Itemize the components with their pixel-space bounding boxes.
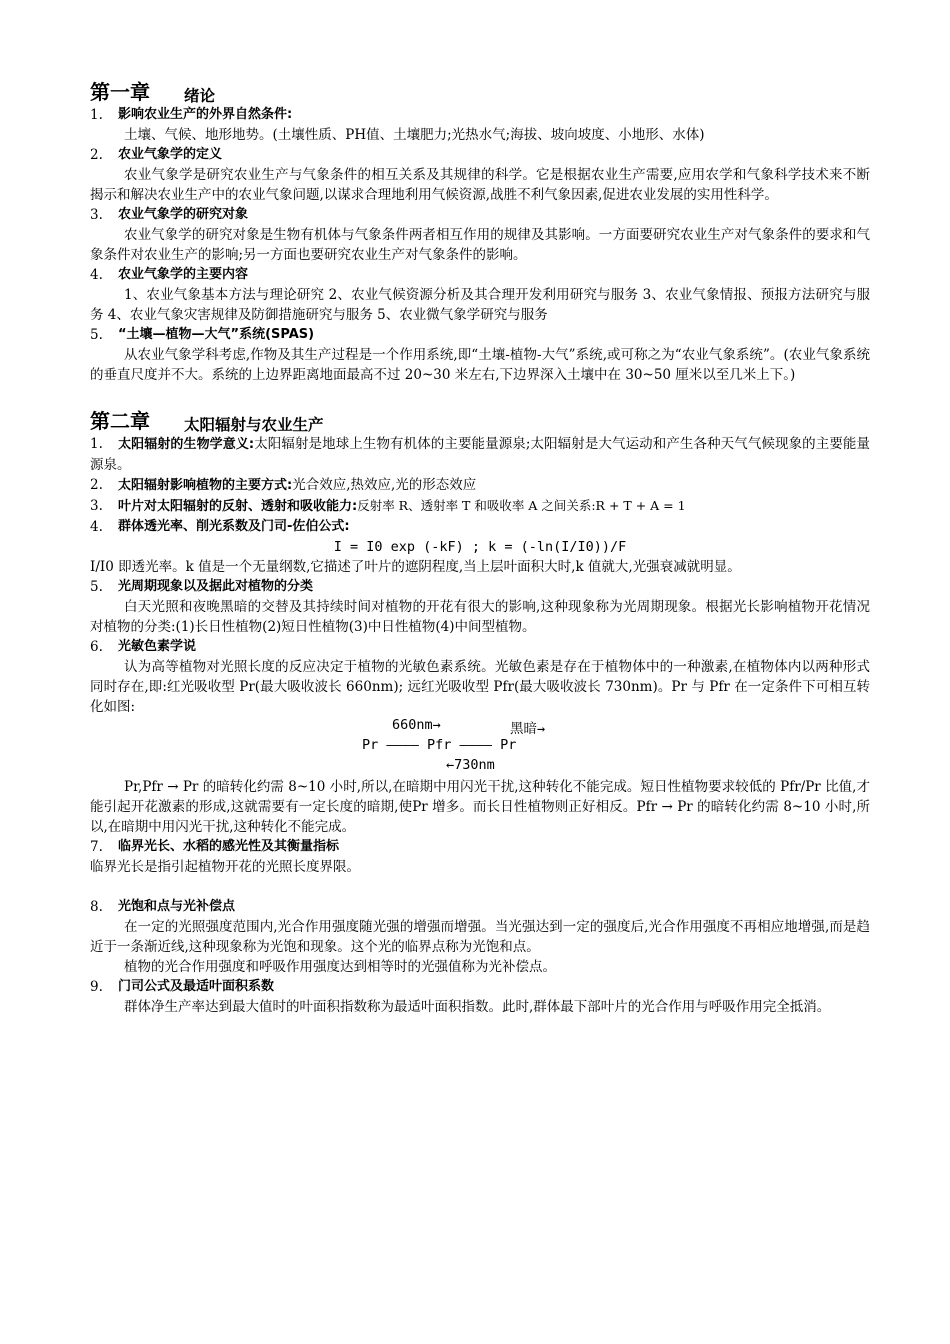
section-heading <box>90 145 870 165</box>
section-heading <box>90 265 870 285</box>
paragraph: I/I0 即透光率。k 值是一个无量纲数,它描述了叶片的遮阴程度,当上层叶面积大时,k 值就大,光强衰减就明显。 <box>90 559 741 575</box>
section-number: 7. <box>90 839 103 855</box>
paragraph: 1、农业气象基本方法与理论研究 2、农业气候资源分析及其合理开发利用研究与服务 3、农业气象情报、预报方法研究与服务 4、农业气象灾害规律及防御措施研究与服务 5、农业微气象学研究与服务 <box>90 287 870 323</box>
section-inline <box>90 434 870 475</box>
section-title: 影响农业生产的外界自然条件: <box>118 107 293 122</box>
section-heading <box>90 517 870 537</box>
section-body: 反射率 R、透射率 T 和吸收率 A 之间关系:R + T + A = 1 <box>357 498 686 513</box>
section-title: “土壤—植物—大气”系统(SPAS) <box>118 327 315 342</box>
section-heading <box>90 325 870 345</box>
section-number: 6. <box>90 639 103 655</box>
chapter-number: 第一章 <box>90 80 150 104</box>
section-number: 8. <box>90 899 103 915</box>
section-heading <box>90 205 870 225</box>
section-title: 农业气象学的定义 <box>118 147 223 162</box>
chapter-title: 绪论 <box>184 87 216 105</box>
diagram-label-730nm: ←730nm <box>446 757 495 773</box>
section-number: 2. <box>90 477 103 493</box>
section-heading <box>90 105 870 125</box>
section-title: 临界光长、水稻的感光性及其衡量指标 <box>118 839 340 854</box>
section-body: 太阳辐射是地球上生物有机体的主要能量源泉;太阳辐射是大气运动和产生各种天气气候现象的主要能量源泉。 <box>90 436 870 473</box>
conversion-diagram <box>90 717 870 777</box>
section-inline <box>90 475 870 496</box>
section-number: 5. <box>90 327 103 343</box>
section-number: 3. <box>90 207 103 223</box>
section-title: 光饱和点与光补偿点 <box>118 899 236 914</box>
section-title: 光敏色素学说 <box>118 639 197 654</box>
section-number: 4. <box>90 519 103 535</box>
section-heading <box>90 837 870 857</box>
chapter-number: 第二章 <box>90 409 150 433</box>
section-number: 5. <box>90 579 103 595</box>
section-title: 农业气象学的主要内容 <box>118 267 249 282</box>
chapter-2-heading <box>90 405 870 434</box>
diagram-label-dark: 黑暗→ <box>510 721 546 737</box>
chapter-title: 太阳辐射与农业生产 <box>184 416 324 434</box>
formula: I = I0 exp (-kF) ; k = (-ln(I/I0))/F <box>333 539 627 555</box>
diagram-pr-pfr-line: Pr ———— Pfr ———— Pr <box>362 737 517 753</box>
section-number: 3. <box>90 498 103 514</box>
section-heading <box>90 577 870 597</box>
paragraph: 临界光长是指引起植物开花的光照长度界限。 <box>90 859 360 875</box>
paragraph: 认为高等植物对光照长度的反应决定于植物的光敏色素系统。光敏色素是存在于植物体中的一种激素,在植物体内以两种形式同时存在,即:红光吸收型 Pr(最大吸收波长 660nm); 远红光吸收型 Pfr(最大吸收波长 730nm)。Pr 与 Pfr 在一定条件下可相互转化如图: <box>90 659 870 715</box>
section-title: 群体透光率、削光系数及门司-佐伯公式: <box>118 519 350 534</box>
section-number: 4. <box>90 267 103 283</box>
section-title: 门司公式及最适叶面积系数 <box>118 979 275 994</box>
paragraph: 土壤、气候、地形地势。(土壤性质、PH值、土壤肥力;光热水气;海拔、坡向坡度、小地形、水体) <box>124 127 705 143</box>
paragraph: 从农业气象学科考虑,作物及其生产过程是一个作用系统,即“土壤-植物-大气”系统,或可称之为“农业气象系统”。(农业气象系统的垂直尺度并不大。系统的上边界距离地面最高不过 20~30 米左右,下边界深入土壤中在 30~50 厘米以至几米上下。) <box>90 347 870 383</box>
section-body: 光合效应,热效应,光的形态效应 <box>292 477 477 493</box>
paragraph: Pr,Pfr → Pr 的暗转化约需 8~10 小时,所以,在暗期中用闪光干扰,这种转化不能完成。短日性植物要求较低的 Pfr/Pr 比值,才能引起开花激素的形成,这就需要有一定长度的暗期,使Pr 增多。而长日性植物则正好相反。Pfr → Pr 的暗转化约需 8~10 小时,所以,在暗期中用闪光干扰,这种转化不能完成。 <box>90 779 870 835</box>
section-heading <box>90 637 870 657</box>
chapter-1-heading <box>90 76 870 105</box>
section-number: 1. <box>90 436 103 452</box>
paragraph: 植物的光合作用强度和呼吸作用强度达到相等时的光强值称为光补偿点。 <box>124 959 556 975</box>
section-title: 叶片对太阳辐射的反射、透射和吸收能力: <box>118 499 358 514</box>
section-heading <box>90 897 870 917</box>
section-title: 太阳辐射的生物学意义: <box>118 437 255 452</box>
section-inline <box>90 496 870 517</box>
paragraph: 农业气象学的研究对象是生物有机体与气象条件两者相互作用的规律及其影响。一方面要研究农业生产对气象条件的要求和气象条件对农业生产的影响;另一方面也要研究农业生产对气象条件的影响。 <box>90 227 870 263</box>
paragraph: 群体净生产率达到最大值时的叶面积指数称为最适叶面积指数。此时,群体最下部叶片的光合作用与呼吸作用完全抵消。 <box>124 999 831 1015</box>
section-title: 光周期现象以及据此对植物的分类 <box>118 579 314 594</box>
section-number: 9. <box>90 979 103 995</box>
section-title: 农业气象学的研究对象 <box>118 207 249 222</box>
paragraph: 农业气象学是研究农业生产与气象条件的相互关系及其规律的科学。它是根据农业生产需要,应用农学和气象科学技术来不断揭示和解决农业生产中的农业气象问题,以谋求合理地利用气候资源,战胜不利气象因素,促进农业发展的实用性科学。 <box>90 167 870 203</box>
section-number: 2. <box>90 147 103 163</box>
paragraph: 白天光照和夜晚黑暗的交替及其持续时间对植物的开花有很大的影响,这种现象称为光周期现象。根据光长影响植物开花情况对植物的分类:(1)长日性植物(2)短日性植物(3)中日性植物(4)中间型植物。 <box>90 599 870 635</box>
document-page <box>90 76 870 1017</box>
section-title: 太阳辐射影响植物的主要方式: <box>118 478 293 493</box>
paragraph: 在一定的光照强度范围内,光合作用强度随光强的增强而增强。当光强达到一定的强度后,光合作用强度不再相应地增强,而是趋近于一条渐近线,这种现象称为光饱和现象。这个光的临界点称为光饱和点。 <box>90 919 870 955</box>
section-heading <box>90 977 870 997</box>
diagram-label-660nm: 660nm→ <box>392 717 441 733</box>
section-number: 1. <box>90 107 103 123</box>
